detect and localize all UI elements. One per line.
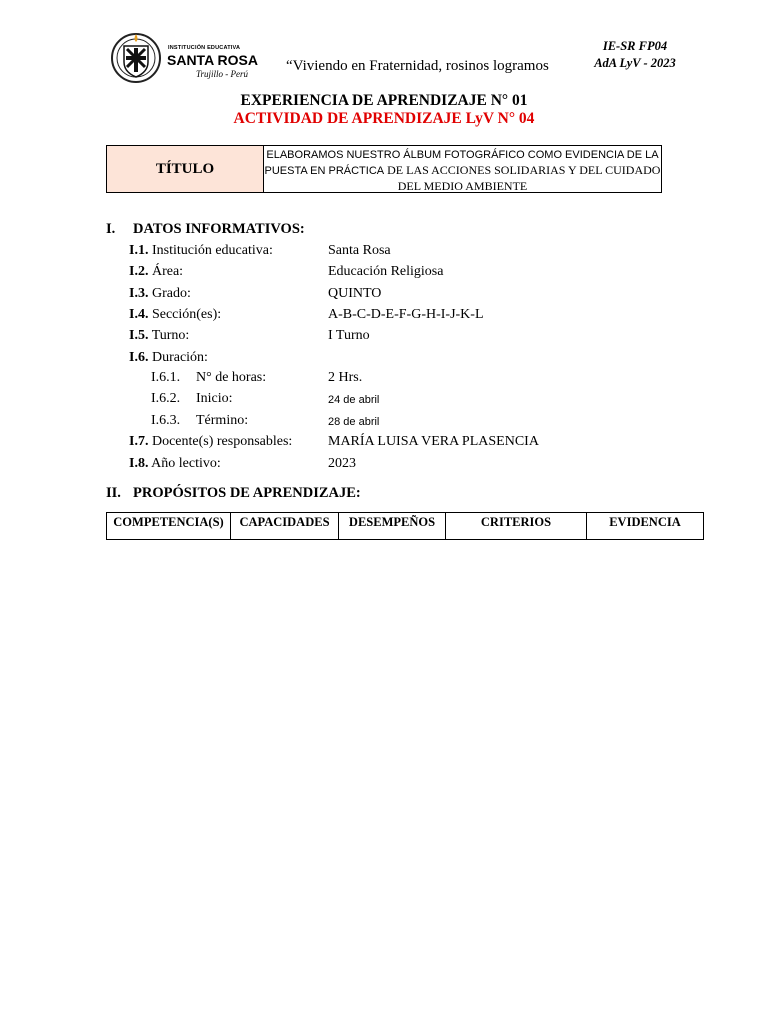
info-item-value: QUINTO [328, 286, 382, 301]
info-item-text: Área: [148, 264, 184, 279]
section1-number: I. [106, 221, 116, 237]
info-item-text: Institución educativa: [148, 243, 273, 258]
info-item-number: I.8. [129, 456, 149, 471]
col-capacidades: CAPACIDADES [231, 513, 339, 539]
duration-item-value: 2 Hrs. [328, 370, 363, 385]
code-line1: IE-SR FP04 [602, 39, 668, 53]
activity-title: ACTIVIDAD DE APRENDIZAJE LyV N° 04 [233, 110, 535, 127]
info-item-text: Turno: [148, 328, 190, 343]
info-item-text: Duración: [148, 350, 208, 365]
info-item-number: I.4. [129, 307, 149, 322]
titulo-text-part2: DE LAS ACCIONES SOLIDARIAS Y DEL CUIDADO DEL MEDIO AMBIENTE [384, 163, 661, 193]
info-item-value: A-B-C-D-E-F-G-H-I-J-K-L [328, 307, 484, 322]
info-item-value: Santa Rosa [328, 243, 391, 258]
school-motto: “Viviendo en Fraternidad, rosinos logramos [286, 58, 549, 74]
info-item-label [129, 264, 183, 280]
duration-item-number: I.6.2. [151, 391, 181, 406]
info-item-value: 2023 [328, 456, 356, 471]
duration-item-number: I.6.3. [151, 413, 181, 428]
duration-item-value: 24 de abril [328, 394, 380, 406]
col-competencias: COMPETENCIA(S) [107, 513, 231, 539]
info-item-text: Año lectivo: [148, 456, 221, 471]
logo-line1: INSTITUCIÓN EDUCATIVA [168, 45, 241, 51]
info-item-number: I.6. [129, 350, 149, 365]
duration-item-label: Término: [196, 413, 249, 428]
motto-clipped-line [350, 77, 430, 87]
info-item-text: Sección(es): [148, 307, 222, 322]
info-item-number: I.7. [129, 434, 149, 449]
duration-item-label: Inicio: [196, 391, 233, 406]
info-item-label [129, 434, 292, 450]
info-item-label [129, 456, 221, 472]
duration-item-value: 28 de abril [328, 416, 380, 428]
info-item-label [129, 328, 189, 344]
section1-title: DATOS INFORMATIVOS: [133, 221, 305, 237]
info-item-number: I.2. [129, 264, 149, 279]
info-item-number: I.1. [129, 243, 149, 258]
info-item-value: I Turno [328, 328, 370, 343]
col-criterios: CRITERIOS [446, 513, 587, 539]
code-line2: AdA LyV - 2023 [594, 56, 676, 70]
duration-item-number: I.6.1. [151, 370, 181, 385]
info-item-text: Docente(s) responsables: [148, 434, 293, 449]
info-item-number: I.3. [129, 286, 149, 301]
document-code [590, 38, 680, 72]
titulo-label: TÍTULO [107, 146, 264, 192]
school-logo [110, 32, 260, 84]
info-item-number: I.5. [129, 328, 149, 343]
info-item-label [129, 286, 191, 302]
info-item-value: MARÍA LUISA VERA PLASENCIA [328, 434, 539, 449]
logo-line2: SANTA ROSA [167, 52, 258, 68]
logo-line3: Trujillo - Perú [196, 69, 249, 79]
info-item-value: Educación Religiosa [328, 264, 444, 279]
titulo-table [106, 145, 662, 193]
titulo-text [264, 146, 661, 192]
info-item-text: Grado: [148, 286, 191, 301]
purposes-table [106, 512, 704, 540]
info-item-label [129, 350, 208, 366]
info-item-label [129, 243, 273, 259]
section2-number: II. [106, 485, 121, 501]
col-desempenos: DESEMPEÑOS [339, 513, 446, 539]
titulo-text-part1: ELABORAMOS NUESTRO ÁLBUM FOTOGRÁFICO COMO EVIDENCIA DE LA PUESTA EN PRÁCTICA [264, 149, 659, 177]
duration-item-label: N° de horas: [196, 370, 267, 385]
experience-title: EXPERIENCIA DE APRENDIZAJE N° 01 [240, 92, 528, 109]
info-item-label [129, 307, 221, 323]
section2-title: PROPÓSITOS DE APRENDIZAJE: [133, 485, 361, 501]
col-evidencia: EVIDENCIA [609, 515, 681, 529]
